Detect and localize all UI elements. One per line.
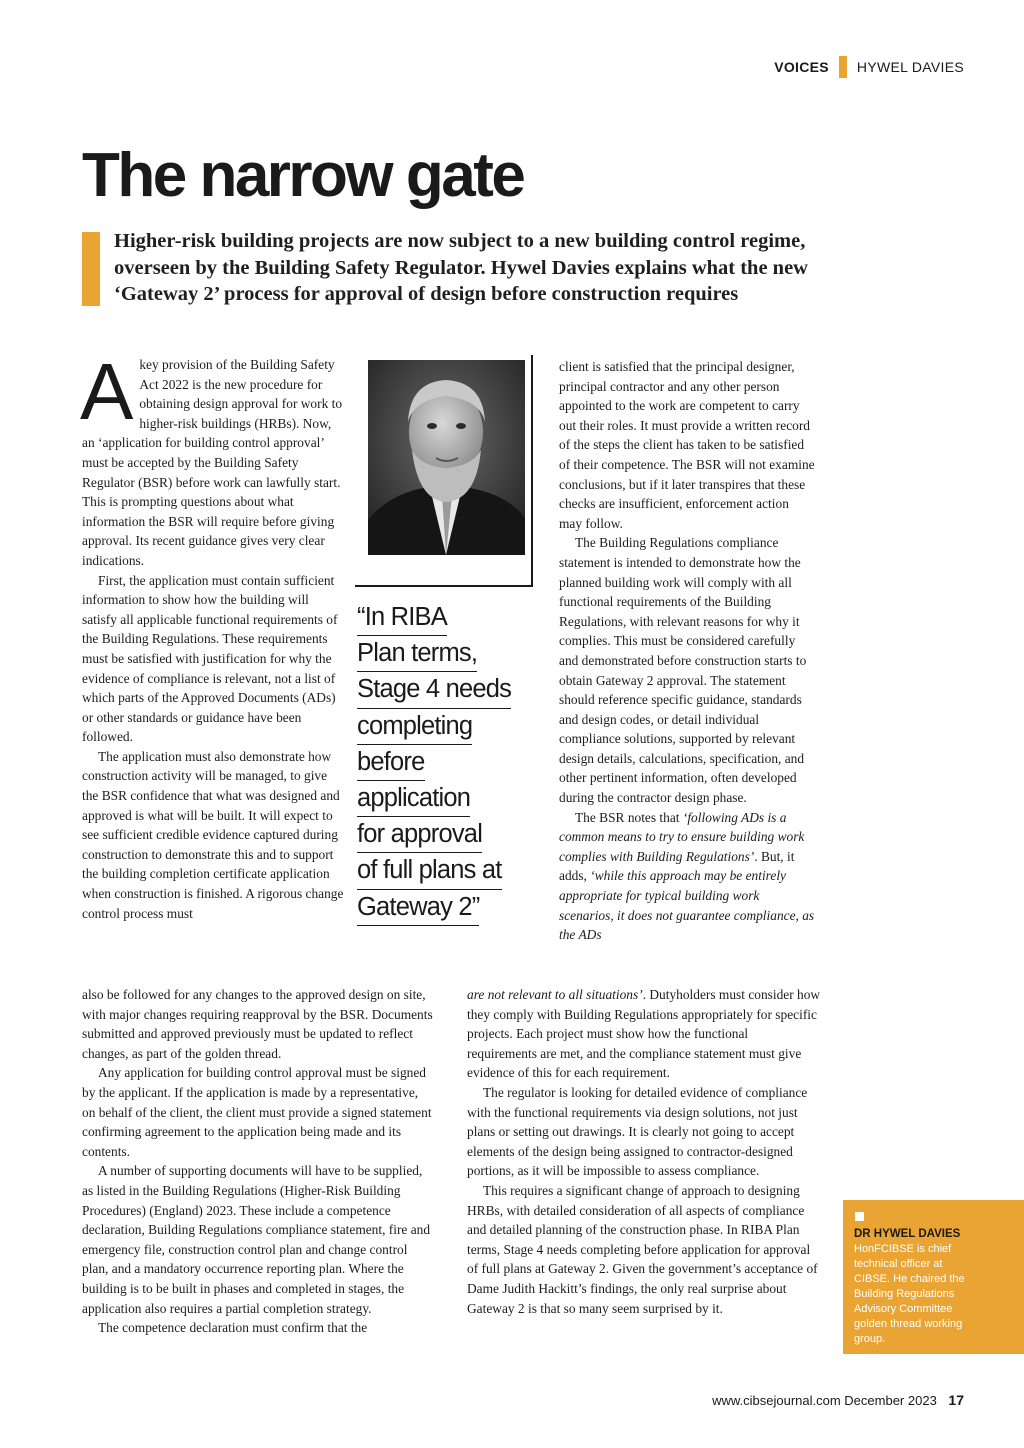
paragraph-text: The BSR notes that (575, 809, 683, 825)
pull-quote-line: completing (357, 709, 472, 745)
paragraph: also be followed for any changes to the approved design on site, with major changes requiring reapproval by the BSR. Documents submitted and approved previously must be updated to reflect changes, as part of the golden thread. (82, 987, 433, 1061)
bsr-quote: ‘following ADs is a common means to try to ensure building work complies with Building Regulations’ (559, 809, 805, 864)
bio-square-icon (855, 1212, 864, 1221)
section-label: VOICES (774, 59, 829, 75)
standfirst-part1: Higher-risk building projects are now subject to a new building control regime, overseen by the Building Safety Regulator. (114, 230, 806, 279)
bsr-quote: ‘while this approach may be entirely appropriate for typical building work scenarios, it does not guarantee compliance, as the ADs (559, 868, 815, 943)
pull-quote (357, 600, 527, 926)
body-column-bottom-right (467, 985, 821, 1318)
standfirst-text (114, 228, 874, 308)
portrait-illustration (368, 360, 525, 555)
paragraph: First, the application must contain sufficient information to show how the building will satisfy all applicable functional requirements of the Building Regulations. These requirements must be satisfied with justification for why the evidence of compliance is relevant, not a list of which parts of the Approved Documents (ADs) or other standards or guidance have been followed. (82, 572, 338, 745)
paragraph-text: . But, it adds, (559, 848, 795, 884)
standfirst (82, 232, 872, 306)
pull-quote-line: Stage 4 needs (357, 672, 511, 708)
photo-frame-bottom (355, 585, 533, 587)
pull-quote-line: before (357, 745, 425, 781)
body-column-bottom-left (82, 985, 434, 1338)
standfirst-author: Hywel Davies (490, 256, 610, 279)
paragraph-intro-text: key provision of the Building Safety Act 2022 is the new procedure for obtaining design approval for work to higher-risk buildings (HRBs). Now, an ‘application for building control approval’ must be accepted by the Building Safety Regulator (BSR) before work can lawfully start. This is prompting questions about what information the BSR will require before giving approval. Its recent guidance gives very clear indications. (82, 357, 343, 568)
paragraph (467, 985, 821, 1083)
paragraph (559, 808, 815, 945)
paragraph: This requires a significant change of approach to designing HRBs, with detailed consideration of all aspects of compliance and detailed planning of the construction phase. In RIBA Plan terms, Stage 4 needs completing before application for approval of full plans at Gateway 2. Given the government’s acceptance of Dame Judith Hackitt’s findings, the only real surprise about Gateway 2 is that so many seem surprised by it. (467, 1182, 818, 1316)
bio-description: HonFCIBSE is chief technical officer at CIBSE. He chaired the Building Regulations Advisory Committee golden thread working group. (854, 1243, 965, 1345)
bio-name: DR HYWEL DAVIES (854, 1228, 961, 1240)
standfirst-accent-bar (82, 232, 100, 306)
photo-frame-right (531, 355, 533, 587)
paragraph: The regulator is looking for detailed evidence of compliance with the functional requirements via design solutions, not just plans or setting out drawings. It is clearly not going to accept elements of the design being assigned to contractor-designed portions, as it will be impossible to assess compliance. (467, 1084, 808, 1179)
pull-quote-line: application (357, 781, 470, 817)
pull-quote-line: of full plans at (357, 853, 502, 889)
pull-quote-line: for approval (357, 817, 482, 853)
author-bio-box (843, 1200, 1024, 1354)
page-footer (712, 1392, 964, 1408)
paragraph: Any application for building control approval must be signed by the applicant. If the application is made by a representative, on behalf of the client, the client must provide a signed statement confirming agreement to the application being made and its contents. (82, 1065, 432, 1159)
footer-date: December 2023 (844, 1393, 937, 1408)
paragraph-text: . Dutyholders must consider how they comply with Building Regulations appropriately for specific projects. Each project must show how the functional requirements are met, and the compliance statement must give evidence of this for each requirement. (467, 987, 821, 1081)
running-header (774, 56, 964, 78)
author-label: HYWEL DAVIES (856, 59, 964, 75)
pull-quote-line: Plan terms, (357, 636, 477, 672)
bsr-quote: are not relevant to all situations’ (467, 987, 643, 1002)
paragraph: The application must also demonstrate how construction activity will be managed, to give the BSR confidence that what was designed and approved is what will be built. It will expect to see sufficient credible evidence captured during construction to demonstrate this and to support the building completion certificate application when construction is finished. A rigorous change control process must (82, 748, 344, 921)
paragraph: The competence declaration must confirm that the (98, 1320, 368, 1336)
standfirst-part2: explains what the new ‘Gateway 2’ process for approval of design before construction requires (114, 256, 808, 305)
drop-cap: A (80, 347, 134, 436)
paragraph-intro (80, 347, 344, 571)
body-column-1 (80, 347, 344, 923)
author-portrait-photo (368, 360, 525, 555)
page-number: 17 (948, 1392, 964, 1408)
pull-quote-line: “In RIBA (357, 600, 447, 636)
footer-website: www.cibsejournal.com (712, 1393, 841, 1408)
body-column-2 (559, 357, 815, 945)
paragraph: A number of supporting documents will have to be supplied, as listed in the Building Regulations (Higher-Risk Building Procedures) (England) 2023. These include a competence declaration, Building Regulations compliance statement, fire and emergency file, construction control plan and change control plan, and a mandatory occurrence reporting plan. Where the building is to be built in phases and completed in stages, the application also requires a partial completion strategy. (82, 1163, 431, 1316)
pull-quote-line: Gateway 2” (357, 890, 479, 926)
headline: The narrow gate (82, 141, 524, 210)
paragraph: The Building Regulations compliance statement is intended to demonstrate how the planned building work will comply with all functional requirements of the Building Regulations, with relevant reasons for why it complies. This must be considered carefully and demonstrated before construction starts to obtain Gateway 2 approval. The statement should reference specific guidance, standards and design codes, or detail individual compliance solutions, supported by relevant design details, calculations, specification, and other pertinent information, often developed during the contractor design phase. (559, 535, 807, 806)
paragraph: client is satisfied that the principal designer, principal contractor and any other person appointed to the work are competent to carry out their roles. It must provide a written record of the steps the client has taken to be satisfied of their competence. The BSR will not examine conclusions, but if it later transpires that these checks are insufficient, enforcement action may follow. (559, 359, 815, 531)
header-accent-bar (839, 56, 847, 78)
